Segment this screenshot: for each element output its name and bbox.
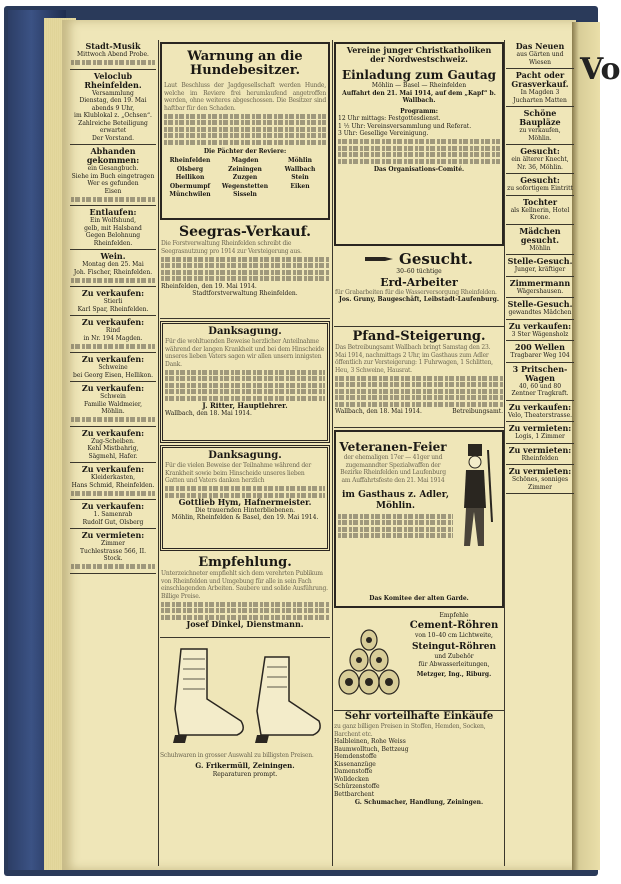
col4-ad (506, 107, 574, 145)
einkaeufe-item: Kissenanzüge (334, 760, 376, 768)
col1-ad (70, 500, 156, 529)
col4-ad (506, 174, 574, 196)
hunde-title: Warnung an die Hundebesitzer. (187, 49, 303, 78)
col1-ad-title: Zu verkaufen: (81, 317, 145, 327)
column-rule (332, 40, 333, 866)
hunde-sign: Die Pächter der Reviere: (203, 147, 287, 155)
col4-ad (506, 277, 574, 299)
verein-foot: Das Organisations-Comité. (373, 165, 465, 173)
dank2-ad (160, 445, 330, 551)
col4-ad (506, 444, 574, 466)
col4-ad-body: Wägershausen. (516, 287, 564, 295)
col1-ad-title: Veloclub Rheinfelden. (84, 70, 142, 90)
col4-ad-title: Stelle-Gesuch. (507, 256, 573, 266)
col1-ad-line: Der Vorstand. (91, 134, 135, 142)
filler-line (71, 564, 155, 569)
col1-ad-title: Zu verkaufen: (81, 427, 145, 438)
einkaeufe-item: Damenstoffe (334, 768, 373, 775)
einkaeufe-intro: zu ganz billigen Preisen in Stoffen, Hemden, Socken, Barchent etc. (334, 723, 486, 738)
col4-ad-title: Zu verkaufen: (508, 401, 572, 412)
veteranen-ad (334, 430, 504, 608)
pfand-ad (334, 327, 504, 428)
col4-ad (506, 422, 574, 444)
col1-ad-title: Zu verkaufen: (81, 501, 145, 511)
col4-ad-body: 40, 60 und 80 Zentner Tragkraft. (511, 382, 569, 397)
right-page-text: Vo (580, 52, 621, 87)
col4-ad (506, 401, 574, 423)
col4-ad-title: Stelle-Gesuch. (507, 299, 573, 309)
empf-ad (160, 553, 330, 638)
col4-ad-title: Schöne Baupläze (519, 108, 561, 127)
col1-ad-title: Zu verkaufen: (81, 354, 145, 364)
col4-ad (506, 255, 574, 277)
col4-ad (506, 341, 574, 363)
veteranen-place: im Gasthaus z. Adler, Möhlin. (342, 490, 449, 511)
seegras-ad (160, 222, 330, 319)
hunde-place: Sisseln (233, 191, 257, 198)
einkaeufe-title: Sehr vorteilhafte Einkäufe (344, 711, 494, 722)
empf-body: Unterzeichneter empfiehlt sich dem verehrten Publikum von Rheinfelden und Umgebung für alle in sein Fach einschlagenden Arbeiten. Saubere und solide Ausführung. Billige Preise. (161, 570, 328, 600)
col1-ad (70, 287, 156, 316)
col1-ad-line: Versammlung (92, 89, 134, 97)
pipes-illustration (335, 612, 405, 702)
dank2-name: Gottlieb Hym, Hafnermeister. (178, 497, 312, 507)
col1-ad (70, 463, 156, 500)
col1-ad-line: Familie Waldmeier, (83, 400, 143, 408)
column-2 (160, 40, 330, 866)
dank2-foot: Die trauernden Hinterbliebenen. (194, 506, 295, 514)
col1-ad-line: Kehl Mistbahrig, (87, 445, 139, 452)
col4-ad-title: Zimmermann (509, 277, 571, 288)
col4-ad-body: In Magden 3 Jucharten Matten (513, 89, 567, 104)
dank2-date: Möhlin, Rheinfelden & Basel, den 19. Mai 1914. (171, 514, 319, 521)
filler-line (71, 60, 155, 65)
col4-ad-title: Tochter (522, 196, 558, 207)
col1-ad-line: gelb, mit Halsband (84, 224, 142, 232)
col4-ad (506, 40, 574, 69)
col1-ad-line: Gegen Belohnung (85, 232, 141, 239)
seegras-title: Seegras-Verkauf. (178, 224, 312, 240)
schuh-name: G. Frikermüll, Zeiningen. (195, 760, 295, 770)
col4-ad-title: Zu verkaufen: (508, 320, 572, 331)
verein-date: Auffahrt den 21. Mai 1914, auf dem „Kapf“ b. Wallbach. (342, 89, 496, 104)
col1-ad-line: bei Georg Eisen, Hellikon. (73, 371, 153, 379)
pointing-hand-icon (365, 254, 395, 264)
col1-ad-title: Stadt-Musik (85, 41, 141, 51)
pfand-title: Pfand-Steigerung. (352, 329, 486, 344)
schuh-ad (160, 639, 330, 779)
col1-ad-line: Tuchlestrasse 566, II. Stock. (79, 547, 147, 562)
col1-ad-line: in Nr. 194 Magden. (83, 334, 143, 342)
filler-line (71, 417, 155, 422)
col4-ad (506, 145, 574, 174)
einkaeufe-items (334, 738, 504, 798)
right-page-edge (572, 22, 600, 870)
pfand-body: Das Betreibungsamt Wallbach bringt Samstag den 23. Mai 1914, nachmittags 2 Uhr, im Gasthaus zum Adler öffentlich zur Versteigerung: 1 Fuhrwagen, 1 Schlitten, Heu, 3 Schweine, Hausrat. (335, 344, 493, 374)
seegras-sign: Rheinfelden, den 19. Mai 1914. (161, 282, 257, 290)
verein-invite: Einladung zum Gautag (341, 68, 497, 82)
col4-ad-body: Möhlin (529, 244, 551, 252)
column-rule (504, 40, 505, 866)
col1-ad-line: Rheinfelden. (93, 239, 133, 247)
col4-ad-body: Velo, Theaterstrasse. (507, 411, 573, 419)
col1-ad (70, 250, 156, 287)
verein-items (338, 115, 500, 138)
col1-ad-title: Zu verkaufen: (81, 464, 145, 474)
col4-ad-body: zu sofortigem Eintritt (507, 185, 573, 192)
col1-ad-line: abends 9 Uhr, (91, 104, 135, 112)
hunde-place: Hellikon (175, 174, 205, 181)
dank1-date: Wallbach, den 18. Mai 1914. (165, 409, 252, 417)
einkaeufe-item: Baumwolltuch, Bettzeug (334, 745, 409, 753)
verein-title: Vereine junger Christkatholiken der Nordwestschweiz. (346, 45, 492, 64)
gesucht-title: Gesucht. (399, 250, 473, 268)
col1-ad-line: Eisen (104, 187, 122, 195)
cement-ad (334, 610, 504, 711)
veteranen-title: Veteranen-Feier (339, 440, 447, 454)
verein-item: 12 Uhr mittags: Festgottesdienst. (338, 115, 441, 122)
col4-ad-body: Tragbarer Weg 104 (510, 352, 570, 359)
schuh-text: Schuhwaren in grosser Auswahl zu billigsten Preisen. (160, 751, 314, 759)
hunde-place: Wallbach (284, 165, 316, 173)
col1-ad-title: Zu verkaufen: (81, 288, 145, 298)
hunde-place: Zuzgen (232, 174, 258, 181)
col1-ad (70, 206, 156, 250)
col1-ad-title: Entlaufen: (89, 207, 137, 217)
col4-ad-body: zu verkaufen, Möhlin. (519, 127, 561, 142)
col1-ad (70, 353, 156, 382)
col1-ad (70, 382, 156, 427)
einkaeufe-item: Hemdenstoffe (334, 753, 377, 760)
col1-ad-line: Mittwoch Abend Probe. (77, 51, 149, 58)
soldier-illustration (452, 442, 498, 552)
einkaeufe-sign: G. Schumacher, Handlung, Zeiningen. (354, 799, 484, 806)
dank1-sign: J. Ritter, Hauptlehrer. (202, 401, 288, 410)
cement-title: Cement-Röhren (409, 619, 499, 631)
col1-ad-line: Zahlreiche Beteiligung erwartet (78, 119, 148, 134)
dank2-title: Danksagung. (208, 450, 282, 461)
col1-ad (70, 316, 156, 353)
filler-line (71, 491, 155, 496)
col1-ad-line: Dienstag, den 19. Mai (79, 97, 147, 104)
cement-ware: Steingut-Röhren (411, 642, 497, 652)
col1-ad-line: Stierli (103, 298, 123, 305)
col1-ad-line: ein Gesangbuch. (87, 165, 139, 172)
cement-line2: für Abwasserleitungen, (418, 660, 490, 668)
col1-ad-line: Zug-Scheiben. (91, 437, 135, 445)
dank1-title: Danksagung. (208, 326, 282, 337)
col4-ad-body: als Kellnerin, Hotel Krone. (510, 206, 570, 221)
gesucht-sub: 30–60 tüchtige (396, 268, 442, 275)
col4-ad (506, 225, 574, 256)
col4-ad-body: gewandtes Mädchen (508, 309, 572, 316)
col4-ad (506, 298, 574, 320)
col4-ad-title: Zu vermieten: (508, 466, 572, 476)
filler-line (71, 344, 155, 349)
col1-ad-line: 1. Samenrab (93, 511, 133, 518)
gesucht-sign: Jos. Gruny, Baugeschäft, Leibstadt-Laufenburg. (339, 296, 499, 303)
col4-ad (506, 320, 574, 342)
dank1-body: Für die wohltuenden Beweise herzlicher Anteilnahme während der langen Krankheit und bei dem Hinscheide unseres lieben Vaters sagen wir allen unsern innigsten Dank. (165, 338, 325, 368)
veteranen-foot: Das Komitee der alten Garde. (369, 594, 469, 602)
einkaeufe-item: Bettbarchent (334, 790, 375, 798)
col1-ad-line: Montag den 25. Mai (82, 261, 144, 268)
col1-ad (70, 40, 156, 70)
col4-ad (506, 69, 574, 107)
col1-ad-line: Möhlin. (101, 408, 125, 415)
col1-ad-line: Schweine (98, 364, 128, 371)
col1-ad-line: Wer es gefunden (87, 180, 139, 187)
einkaeufe-item: Wolldecken (334, 775, 370, 783)
col1-ad-line: Hans Schmid, Rheinfelden. (71, 481, 155, 489)
column-1 (70, 40, 156, 866)
hunde-place: Rheinfelden (169, 157, 211, 164)
dank2-body: Für die vielen Beweise der Teilnahme während der Krankheit sowie beim Hinscheide unseres lieben Gatten und Vaters danken herzlich (165, 462, 312, 484)
verein-item: 1 ½ Uhr: Vereinsversammlung und Referat. (338, 122, 472, 130)
cement-name: Metzger, Ing., Riburg. (416, 671, 492, 678)
col1-ad-line: Kleiderkasten, (90, 474, 136, 481)
col1-ad (70, 427, 156, 464)
col1-ad-title: Wein. (100, 251, 126, 261)
schuh-foot: Reparaturen prompt. (212, 770, 278, 778)
seegras-body: Die Forstverwaltung Rheinfelden schreibt die Seegrasnutzung pro 1914 zur Versteigerung aus. (161, 240, 302, 255)
col1-ad (70, 70, 156, 146)
col4-ad-title: Gesucht: (520, 146, 560, 156)
col1-ad-line: Rudolf Gut, Olsberg (82, 518, 144, 526)
hunde-place: Münchwilen (169, 191, 211, 198)
col4-ad-body: ein älterer Knecht, Nr. 36, Möhlin. (511, 156, 569, 171)
col1-ad-line: Joh. Fischer, Rheinfelden. (73, 268, 153, 276)
empf-title: Empfehlung. (198, 555, 292, 570)
filler-line (71, 197, 155, 202)
hunde-places (164, 157, 326, 199)
gesucht-job: Erd-Arbeiter (380, 275, 458, 289)
col4-ad-body: Logis, 1 Zimmer (515, 433, 565, 440)
col4-ad-title: Zu vermieten: (508, 444, 572, 455)
hunde-place: Wegenstetten (221, 182, 269, 190)
col1-ad (70, 145, 156, 206)
veteranen-body: der ehemaligen 17er — 41ger und zugemanndter Spezialwaffen der Bezirke Rheinfelden und Laufenburg am Auffahrtsfeste den 21. Mai 1914 (340, 454, 446, 484)
hunde-place: Zeiningen (228, 165, 262, 173)
col4-ad-body: Schönes, sonniges Zimmer (511, 476, 569, 491)
col1-ad-line: Rind (105, 327, 121, 334)
hunde-place: Obermumpf (169, 182, 211, 190)
hunde-place: Olsberg (176, 165, 204, 173)
einkaeufe-ad (334, 711, 504, 819)
col4-ad-body: 3 Ster Wägensholz (511, 330, 569, 338)
col4-ad-title: Pacht oder Grasverkauf. (511, 70, 569, 89)
col1-ad-line: Ein Wolfshund, (89, 217, 136, 224)
hunde-place: Eiken (290, 182, 310, 190)
col4-ad-title: Das Neuen (515, 41, 565, 51)
col4-ad-title: Mädchen gesucht. (519, 225, 561, 245)
col4-ad-title: Gesucht: (520, 175, 560, 185)
col1-ad (70, 529, 156, 574)
gesucht-body: für Grabarbeiten für die Wasserversorgung Rheinfelden. (335, 288, 497, 296)
col4-ad-title: 3 Pritschen-Wagen (512, 363, 568, 383)
einkaeufe-item: Schürzenstoffe (334, 783, 380, 790)
col1-ad-line: im Klublokal z. „Ochsen“. (74, 112, 152, 119)
pfand-org: Betreibungsamt. (452, 408, 503, 415)
col4-ad-title: 200 Wellen (515, 342, 565, 352)
boots-illustration (161, 639, 329, 749)
col1-ad-line: Schwein (100, 393, 126, 400)
col1-ad-title: Zu verkaufen: (81, 383, 145, 393)
hunde-place: Möhlin (288, 157, 312, 164)
pfand-sign: Wallbach, den 18. Mai 1914. (335, 408, 422, 415)
hunde-place: Magden (231, 157, 259, 164)
verein-ad (334, 42, 504, 246)
hunde-ad (160, 42, 330, 220)
hunde-body: Laut Beschluss der Jagdgesellschaft werden Hunde, welche im Reviere frei herumlaufend angetroffen werden, ohne weiteres abgeschossen. Die Besitzer sind haftbar für den Schaden. (164, 82, 326, 112)
col1-ad-line: Karl Spar, Rheinfelden. (77, 305, 149, 313)
column-4 (506, 40, 574, 866)
column-3 (334, 40, 504, 866)
col4-ad-body: Junger, kräftiger (514, 266, 566, 273)
cement-line1: und Zubehör (434, 653, 474, 660)
col1-ad-line: Sägmehl, Hafer. (88, 452, 138, 460)
col4-ad-title: Zu vermieten: (508, 423, 572, 433)
verein-places: Möhlin — Basel — Rheinfelden (371, 82, 467, 89)
dank1-ad (160, 321, 330, 443)
col4-ad (506, 363, 574, 401)
filler-line (71, 278, 155, 283)
empf-name: Josef Dinkel, Dienstmann. (186, 619, 304, 629)
col1-ad-line: Zimmer (101, 540, 125, 547)
col1-ad-line: Siehe im Buch eingetragen (71, 172, 155, 180)
cement-pre: Empfehle (439, 612, 469, 619)
col4-ad-body: aus Gärten und Wiesen (516, 51, 564, 66)
col1-ad-title: Zu vermieten: (81, 530, 145, 540)
col4-ad (506, 196, 574, 225)
col1-ad-title: Abhanden gekommen: (86, 146, 140, 165)
col4-ad-body: Rheinfelden (521, 454, 559, 462)
gesucht-ad (334, 248, 504, 327)
verein-prog: Programm: (400, 107, 438, 115)
einkaeufe-item: Halbleinen, Rohe Weiss (334, 738, 406, 745)
verein-item: 3 Uhr: Gesellige Vereinigung. (338, 130, 429, 137)
col4-ad (506, 465, 574, 494)
cement-sub: von 10–40 cm Lichtweite, (415, 631, 493, 639)
seegras-org: Stadtforstverwaltung Rheinfelden. (192, 290, 298, 297)
column-rule (158, 40, 159, 866)
hunde-place: Stein (291, 174, 309, 181)
